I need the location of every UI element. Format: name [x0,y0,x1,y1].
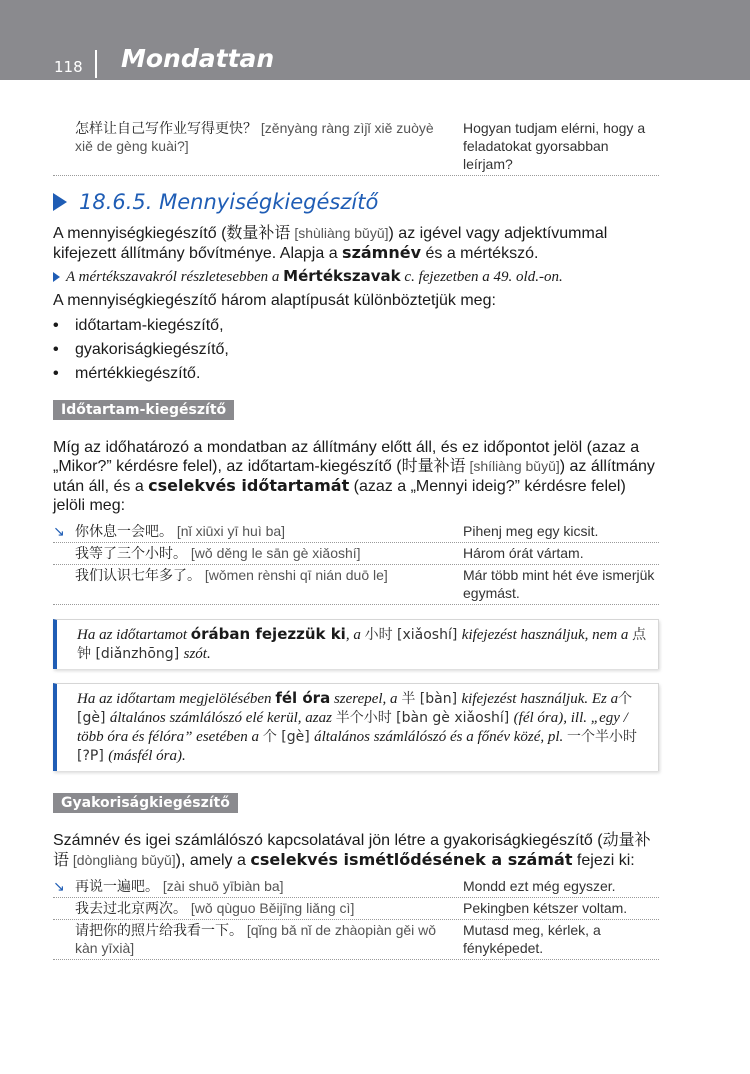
arrow-right-icon [53,272,60,282]
arrow-down-right-icon: ↘ [53,878,65,894]
example-row [53,118,659,176]
list-item [53,338,659,362]
note-chinese: 一个半小时 [567,729,638,745]
example-source [75,119,463,173]
duration-text-c: (azaz a „Mennyi ideig?” kérdésre felel) jelöli meg: [53,478,626,514]
example-pinyin: [nǐ xiūxi yī huì ba] [176,523,286,539]
example-row [53,521,659,543]
duration-chinese: 时量补语 [401,458,466,475]
list-item-text: mértékkiegészítő. [75,365,201,382]
example-pinyin: [zěnyàng ràng zìjǐ xiě zuòyè xiě de gèng kuài?] [75,120,434,154]
example-translation: Mondd ezt még egyszer. [463,878,616,894]
subsection-label-frequency: Gyakoriságkiegészítő [53,793,238,813]
intro-text-2: ) az igével vagy adjektívummal kifejezett állítmány bővítménye. Alapja a [53,225,608,262]
note-text: szót. [183,646,211,662]
note-chinese: 个 [262,729,277,745]
section-heading [53,190,659,214]
spacer [53,899,75,917]
duration-bold: cselekvés időtartamát [148,476,350,495]
note-pinyin: [xiǎoshí] [392,627,462,643]
note-chinese: 小时 [364,627,393,643]
note-chinese: 个 [618,691,633,707]
list-item [53,362,659,386]
intro-text-1: A mennyiségkiegészítő ( [53,225,227,242]
example-row [53,898,659,920]
arrow-down-right-icon: ↘ [53,523,65,539]
note-pinyin: [diǎnzhōng] [91,646,184,662]
duration-examples [53,521,659,605]
example-translation: Mutasd meg, kérlek, a fényképedet. [463,922,601,956]
example-row [53,543,659,565]
note-text: kifejezést használjuk, nem a [461,627,633,643]
frequency-text-a: Számnév és igei számlálószó kapcsolatával jön létre a gyakoriságkiegészítő ( [53,832,603,849]
frequency-paragraph [53,831,659,870]
example-row [53,920,659,960]
types-list [53,314,659,386]
example-row [53,565,659,605]
intro-paragraph [53,224,659,263]
example-chinese: 我们认识七年多了。 [75,567,201,583]
note-pinyin: [?P] [77,748,109,764]
bullet-icon: • [53,341,59,358]
list-item-text: időtartam-kiegészítő, [75,317,224,334]
page-header [0,0,750,80]
intro-bold: számnév [342,243,422,262]
example-pinyin: [zài shuō yībiàn ba] [162,878,284,894]
example-chinese: 请把你的照片给我看一下。 [75,922,243,938]
example-pinyin: [wǒmen rènshi qī nián duō le] [204,567,388,583]
example-chinese: 我等了三个小时。 [75,545,187,561]
note-text: kifejezést használjuk. Ez a [461,691,619,707]
spacer [53,544,75,562]
chapter-title: Mondattan [121,44,275,73]
note-chinese: 半个小时 [335,710,392,726]
example-pinyin: [wǒ děng le sān gè xiǎoshí] [190,545,361,561]
duration-paragraph [53,438,659,515]
reference-text [66,267,563,287]
example-pinyin: [wǒ qùguo Běijīng liǎng cì] [190,900,355,916]
example-translation: Hogyan tudjam elérni, hogy a feladatokat gyorsabban leírjam? [463,120,646,172]
frequency-pinyin: [dòngliàng bǔyǔ] [69,852,176,868]
subsection-label-duration: Időtartam-kiegészítő [53,400,234,420]
note-text: , a [345,627,365,643]
note-text: Ha az időtartam megjelölésében [77,691,276,707]
list-item [53,314,659,338]
duration-text-a: Míg az időhatározó a mondatban az állítmány előtt áll, és ez időpontot jelöl (azaz a „Mikor?” kérdésre felel), az időtartam-kiegészítő ( [53,439,640,475]
reference-before: A mértékszavakról részletesebben a [66,269,284,285]
note-box-hours [53,619,659,669]
example-pinyin: [qǐng bǎ nǐ de zhàopiàn gěi wǒ kàn yīxià] [75,922,437,956]
cross-reference[interactable] [53,267,659,287]
example-row [53,876,659,898]
example-translation: Már több mint hét éve ismerjük egymást. [463,567,655,601]
duration-pinyin: [shíliàng bǔyǔ] [465,458,560,474]
spacer [53,566,75,602]
types-intro: A mennyiségkiegészítő három alaptípusát különböztetjük meg: [53,292,496,309]
intro-text-3: és a mértékszó. [421,245,539,262]
note-bold: órában fejezzük ki [190,625,346,643]
note-bold: fél óra [275,689,331,707]
frequency-examples [53,876,659,960]
note-text: szerepel, a [330,691,402,707]
intro-pinyin: [shùliàng bǔyǔ] [290,225,389,241]
frequency-chinese: 动量补语 [53,832,651,869]
page-content [53,118,659,974]
reference-link[interactable]: Mértékszavak [283,267,401,285]
triangle-icon [53,193,67,211]
example-chinese: 再说一遍吧。 [75,878,159,894]
frequency-text-c: fejezi ki: [572,852,635,869]
frequency-bold: cselekvés ismétlődésének a számát [250,850,573,869]
bullet-icon: • [53,365,59,382]
duration-text-b: ) az állítmány után áll, és a [53,458,655,495]
example-chinese: 我去过北京两次。 [75,900,187,916]
spacer [53,921,75,957]
intro-chinese: 数量补语 [226,225,291,242]
note-pinyin: [gè] [276,729,315,745]
note-text: (fél óra), ill. „egy / több óra és félóra” esetében a [77,710,628,745]
example-translation: Pihenj meg egy kicsit. [463,523,599,539]
example-chinese: 怎样让自己写作业写得更快？ [75,120,257,136]
bullet-icon: • [53,317,59,334]
list-item-text: gyakoriságkiegészítő, [75,341,229,358]
note-chinese: 点钟 [77,627,647,662]
note-text: általános számlálószó elé kerül, azaz [109,710,336,726]
note-text: (másfél óra). [108,748,186,764]
section-title: 18.6.5. Mennyiségkiegészítő [79,190,379,214]
note-pinyin: [bàn] [415,691,462,707]
note-box-half-hour [53,683,659,771]
frequency-text-b: ), amely a [175,852,251,869]
example-translation: Három órát vártam. [463,545,584,561]
spacer [53,119,75,173]
note-pinyin: [gè] [77,710,110,726]
page-number: 118 [54,58,83,76]
note-chinese: 半 [401,691,416,707]
example-translation: Pekingben kétszer voltam. [463,900,628,916]
example-chinese: 你休息一会吧。 [75,523,173,539]
reference-after: c. fejezetben a 49. old.-on. [400,269,563,285]
note-text: Ha az időtartamot [77,627,191,643]
note-pinyin: [bàn gè xiǎoshí] [391,710,514,726]
header-divider [95,50,97,78]
note-text: általános számlálószó és a főnév közé, pl. [314,729,568,745]
